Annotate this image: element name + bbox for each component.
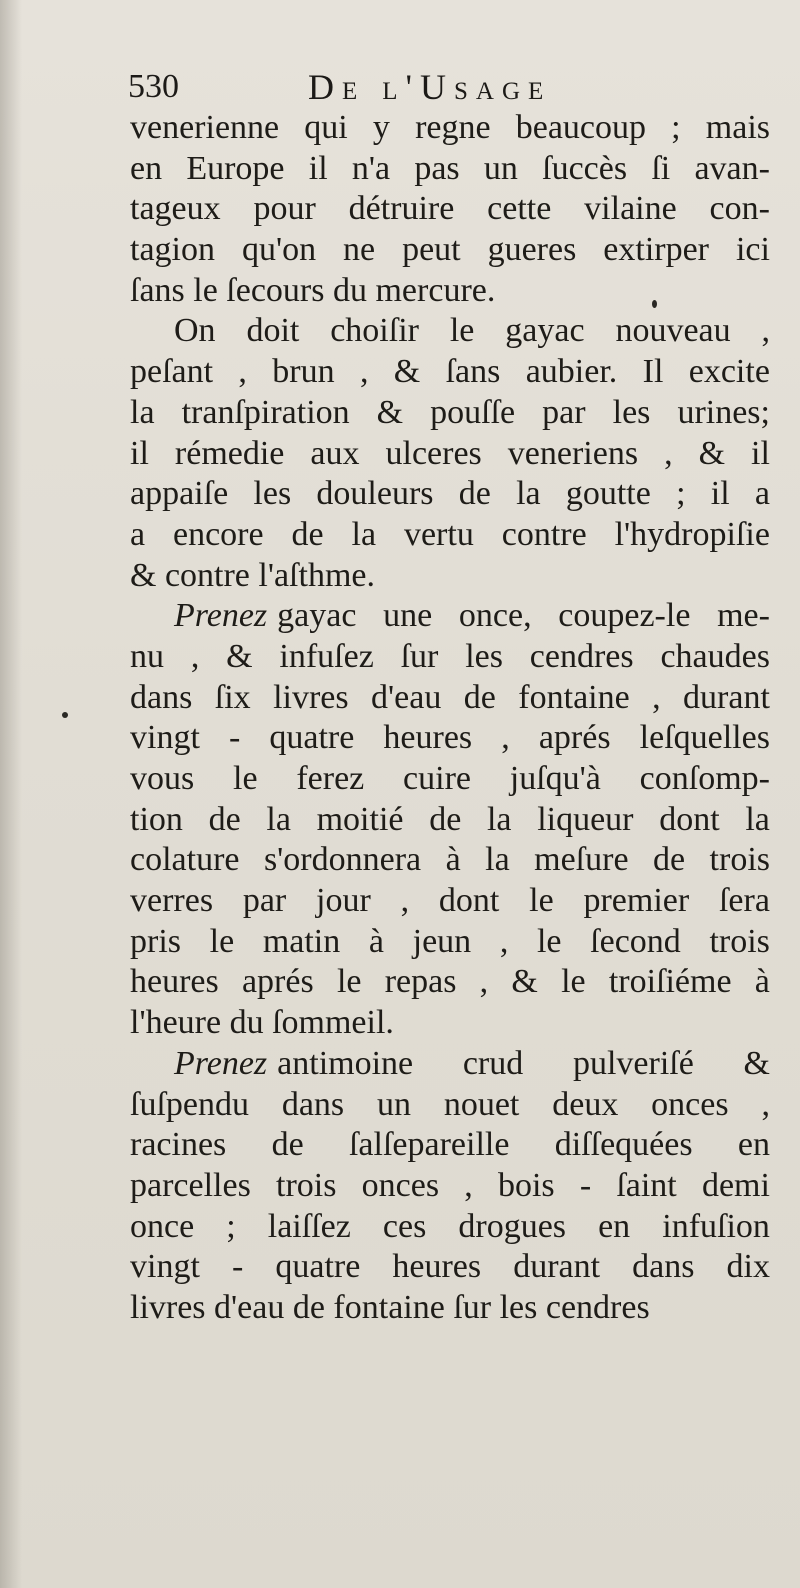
line-words: venerienne qui y regne beaucoup ; mais bbox=[130, 109, 770, 146]
text-line bbox=[130, 718, 770, 759]
text-line bbox=[130, 556, 770, 597]
text-line bbox=[130, 1003, 770, 1044]
text-line bbox=[130, 311, 770, 352]
paragraph bbox=[130, 596, 770, 1044]
line-words: parcelles trois onces , bois - ſaint demi bbox=[130, 1166, 770, 1204]
text-line bbox=[130, 596, 770, 637]
prescription-lead: Prenez bbox=[174, 1044, 268, 1082]
line-words: On doit choiſir le gayac nouveau , bbox=[174, 312, 770, 350]
text-line bbox=[130, 1125, 770, 1166]
paragraph bbox=[130, 311, 770, 596]
text-line bbox=[130, 352, 770, 393]
line-words: antimoine crud pulveriſé & bbox=[277, 1044, 770, 1082]
line-words: ſuſpendu dans un nouet deux onces , bbox=[130, 1085, 770, 1123]
text-line bbox=[130, 434, 770, 475]
text-line bbox=[130, 840, 770, 881]
line-words: verres par jour , dont le premier ſera bbox=[130, 882, 770, 920]
line-words: peſant , brun , & ſans aubier. Il excite bbox=[130, 353, 770, 391]
prescription-lead: Prenez bbox=[174, 597, 268, 635]
line-words: tion de la moitié de la liqueur dont la bbox=[130, 800, 770, 838]
text-line bbox=[130, 515, 770, 556]
page-number: 530 bbox=[128, 68, 179, 105]
text-line bbox=[130, 474, 770, 515]
text-line bbox=[130, 230, 770, 271]
line-words: nu , & infuſez ſur les cendres chaudes bbox=[130, 637, 770, 675]
text-line bbox=[130, 800, 770, 841]
text-line bbox=[130, 1247, 770, 1288]
page-header bbox=[128, 64, 778, 108]
running-head: De l'Usage bbox=[308, 67, 552, 107]
ink-speck bbox=[62, 712, 68, 718]
paragraph bbox=[130, 1044, 770, 1329]
text-line bbox=[130, 149, 770, 190]
line-words: colature s'ordonnera à la meſure de trois bbox=[130, 841, 770, 879]
line-words: il rémedie aux ulceres veneriens , & il bbox=[130, 434, 770, 472]
line-words: dans ſix livres d'eau de fontaine , durant bbox=[130, 678, 770, 716]
line-words: tageux pour détruire cette vilaine con- bbox=[130, 190, 770, 228]
text-line bbox=[130, 1207, 770, 1248]
text-line bbox=[130, 678, 770, 719]
text-line bbox=[130, 962, 770, 1003]
line-words: la tranſpiration & pouſſe par les urines; bbox=[130, 393, 770, 431]
line-words: vingt - quatre heures , aprés leſquelles bbox=[130, 719, 770, 757]
line-words: tagion qu'on ne peut gueres extirper ici bbox=[130, 231, 770, 269]
line-words: vingt - quatre heures durant dans dix bbox=[130, 1248, 770, 1286]
paragraph bbox=[130, 108, 770, 311]
text-line bbox=[130, 922, 770, 963]
line-words: pris le matin à jeun , le ſecond trois bbox=[130, 922, 770, 960]
text-line bbox=[130, 637, 770, 678]
text-line bbox=[130, 1044, 770, 1085]
text-line bbox=[130, 881, 770, 922]
text-line bbox=[130, 108, 770, 149]
line-words: gayac une once, coupez-le me- bbox=[277, 597, 770, 635]
line-text: & contre l'aſthme. bbox=[130, 556, 375, 594]
line-words: once ; laiſſez ces drogues en infuſion bbox=[130, 1207, 770, 1245]
text-line bbox=[130, 271, 770, 312]
body-text bbox=[130, 108, 770, 1329]
line-text: ſans le ſecours du mercure. bbox=[130, 271, 496, 309]
line-words: a encore de la vertu contre l'hydropiſie bbox=[130, 515, 770, 553]
text-line bbox=[130, 1085, 770, 1126]
text-line bbox=[130, 759, 770, 800]
line-words: heures aprés le repas , & le troiſiéme à bbox=[130, 963, 770, 1001]
line-words: en Europe il n'a pas un ſuccès ſi avan- bbox=[130, 149, 770, 187]
line-text: livres d'eau de fontaine ſur les cendres bbox=[130, 1288, 650, 1326]
text-line bbox=[130, 189, 770, 230]
line-text: l'heure du ſommeil. bbox=[130, 1004, 394, 1042]
text-line bbox=[130, 1288, 770, 1329]
line-words: vous le ferez cuire juſqu'à conſomp- bbox=[130, 760, 770, 797]
text-line bbox=[130, 1166, 770, 1207]
line-words: racines de ſalſepareille diſſequées en bbox=[130, 1126, 770, 1164]
text-line bbox=[130, 393, 770, 434]
line-words: appaiſe les douleurs de la goutte ; il a bbox=[130, 475, 770, 513]
ink-speck bbox=[652, 300, 657, 308]
page-gutter-shadow bbox=[0, 0, 22, 1588]
